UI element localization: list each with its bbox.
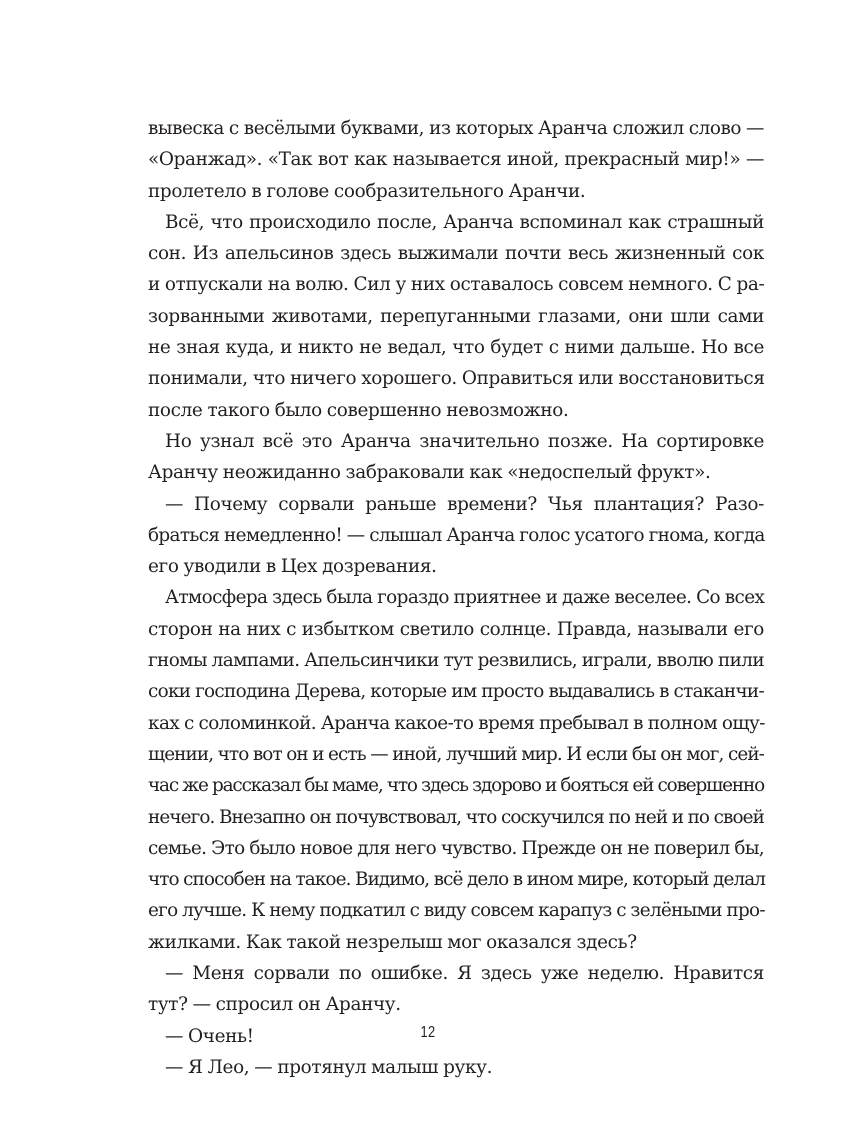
text-line: — Я Лео, — протянул малыш руку. — [165, 1056, 493, 1078]
text-line: его уводили в Цех дозревания. — [148, 556, 437, 578]
text-line: что способен на такое. Видимо, всё дело в ином мире, который делал — [148, 869, 766, 891]
text-line: жилками. Как такой незрелыш мог оказался здесь? — [148, 931, 637, 953]
text-line: и отпускали на волю. Сил у них оставалось совсем немного. С ра- — [148, 274, 765, 296]
text-line: после такого было совершенно невозможно. — [148, 399, 569, 421]
paragraph — [148, 1052, 764, 1083]
text-line: тут? — спросил он Аранчу. — [148, 994, 401, 1016]
text-line: — Очень! — [165, 1025, 254, 1047]
paragraph — [148, 489, 764, 583]
text-line: браться немедленно! — слышал Аранча голос усатого гнома, когда — [148, 524, 765, 546]
text-line: Атмосфера здесь была гораздо приятнее и даже веселее. Со всех — [165, 587, 765, 609]
paragraph — [148, 207, 764, 426]
text-line: час же рассказал бы маме, что здесь здорово и бояться ей совершенно — [148, 775, 764, 797]
book-page-text — [148, 113, 764, 1083]
text-line: гномы лампами. Апельсинчики тут резвились, играли, вволю пили — [148, 650, 764, 672]
text-line: Но узнал всё это Аранча значительно позже. На сортировке — [165, 430, 764, 452]
text-line: сон. Из апельсинов здесь выжимали почти весь жизненный сок — [148, 243, 764, 265]
text-line: не зная куда, и никто не ведал, что будет с ними дальше. Но все — [148, 337, 764, 359]
text-line: понимали, что ничего хорошего. Оправиться или восстановиться — [148, 368, 765, 390]
text-line: соки господина Дерева, которые им просто выдавались в стаканчи- — [148, 681, 764, 703]
text-line: — Меня сорвали по ошибке. Я здесь уже неделю. Нравится — [165, 963, 764, 985]
text-line: нечего. Внезапно он почувствовал, что соскучился по ней и по своей — [148, 806, 764, 828]
text-line: — Почему сорвали раньше времени? Чья плантация? Разо- — [165, 493, 764, 515]
text-line: семье. Это было новое для него чувство. Прежде он не поверил бы, — [148, 837, 764, 859]
text-line: «Оранжад». «Так вот как называется иной, прекрасный мир!» — — [148, 149, 764, 171]
paragraph — [148, 582, 764, 958]
text-line: сторон на них с избытком светило солнце. Правда, называли его — [148, 618, 764, 640]
paragraph — [148, 958, 764, 1021]
text-line: ках с соломинкой. Аранча какое-то время пребывал в полном ощу- — [148, 712, 765, 734]
text-line: вывеска с весёлыми буквами, из которых Аранча сложил слово — — [148, 118, 764, 139]
text-line: пролетело в голове сообразительного Аранчи. — [148, 180, 586, 202]
paragraph — [148, 426, 764, 489]
text-line: его лучше. К нему подкатил с виду совсем карапуз с зелёными про- — [148, 900, 765, 922]
text-line: Аранчу неожиданно забраковали как «недоспелый фрукт». — [148, 462, 711, 484]
paragraph — [148, 113, 764, 207]
text-line: щении, что вот он и есть — иной, лучший мир. И если бы он мог, сей- — [148, 743, 764, 765]
page-number: 12 — [420, 1024, 436, 1041]
text-line: зорванными животами, перепуганными глазами, они шли сами — [148, 305, 764, 327]
text-line: Всё, что происходило после, Аранча вспоминал как страшный — [165, 211, 764, 233]
